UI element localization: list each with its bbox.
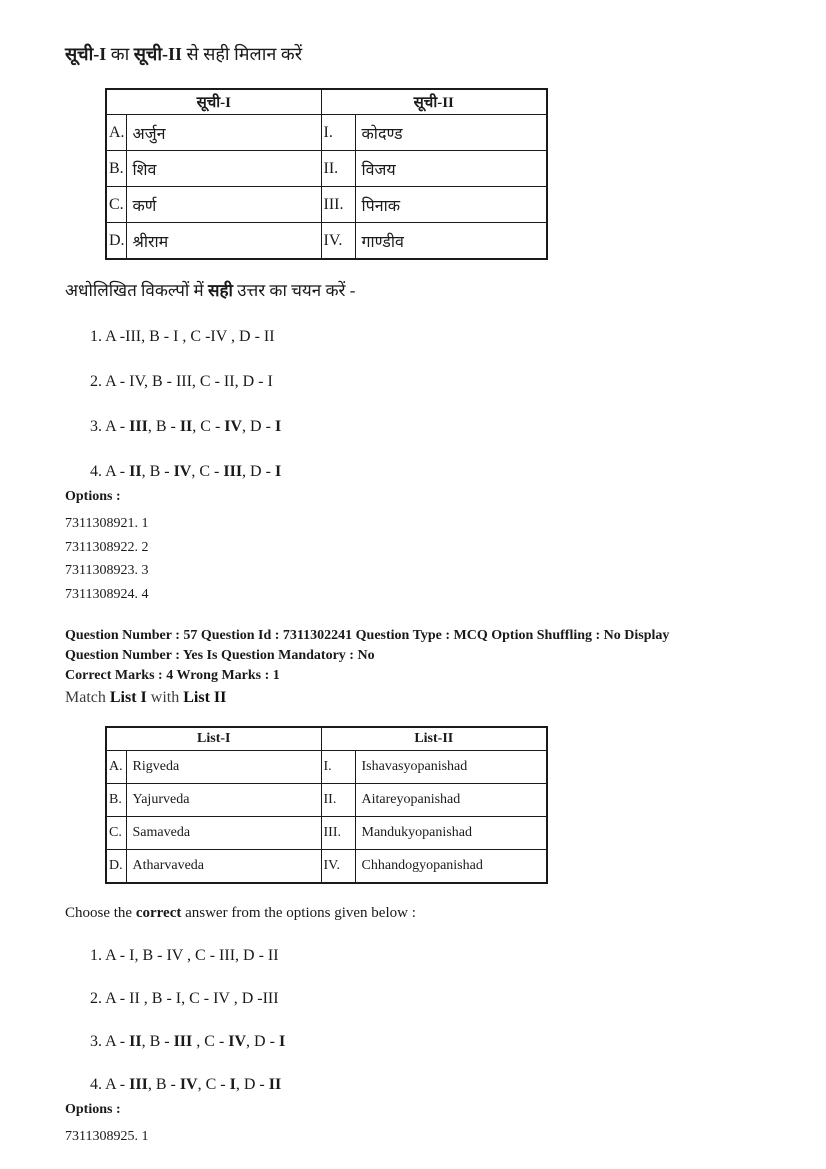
match-table-english [105,726,548,884]
choice-option-2: 2. A - II , B - I, C - IV , D -III [90,990,279,1007]
row-roman: I. [321,115,355,151]
table-header-row [106,727,547,751]
choice-list [65,327,766,482]
list2-header: List-II [321,727,547,751]
question-meta-line: Question Number : Yes Is Question Mandatory : No [65,648,375,663]
table-row [106,751,547,784]
row-roman: IV. [321,850,355,884]
option-id: 7311308925. 1 [65,1129,149,1144]
row-item: Chhandogyopanishad [355,850,547,884]
row-item: पिनाक [355,187,547,223]
row-item: Mandukyopanishad [355,817,547,850]
choice-option-2: 2. A - IV, B - III, C - II, D - I [90,373,273,390]
row-item: अर्जुन [126,115,321,151]
table-header-row [106,89,547,115]
option-id: 7311308923. 3 [65,563,149,578]
choice-option-3: 3. A - II, B - III , C - IV, D - I [90,1033,286,1050]
option-id-list [65,512,766,606]
row-roman: III. [321,817,355,850]
row-item: Rigveda [126,751,321,784]
question-marks-line: Correct Marks : 4 Wrong Marks : 1 [65,668,280,683]
row-letter: A. [106,115,126,151]
row-letter: D. [106,850,126,884]
match-table-hindi [105,88,548,260]
row-item: Aitareyopanishad [355,784,547,817]
options-label: Options : [65,1102,121,1117]
row-roman: IV. [321,223,355,260]
question-heading-hindi: सूची-I का सूची-II से सही मिलान करें [65,44,303,64]
row-letter: B. [106,784,126,817]
table-row [106,223,547,260]
row-roman: II. [321,151,355,187]
option-id: 7311308922. 2 [65,539,149,555]
table-row [106,151,547,187]
row-item: Yajurveda [126,784,321,817]
row-item: कोदण्ड [355,115,547,151]
table-row [106,784,547,817]
row-item: Atharvaveda [126,850,321,884]
choose-instruction-english: Choose the correct answer from the options given below : [65,905,416,921]
row-roman: III. [321,187,355,223]
option-id: 7311308924. 4 [65,586,149,602]
table-row [106,187,547,223]
row-letter: A. [106,751,126,784]
choose-instruction-hindi: अधोलिखित विकल्पों में सही उत्तर का चयन करें - [65,281,356,300]
table-row [106,850,547,884]
question-block-hindi [65,43,766,606]
question-meta [65,626,766,686]
row-item: शिव [126,151,321,187]
table-row [106,115,547,151]
table-row [106,817,547,850]
row-item: गाण्डीव [355,223,547,260]
choice-option-3: 3. A - III, B - II, C - IV, D - I [90,418,282,435]
row-item: श्रीराम [126,223,321,260]
row-roman: I. [321,751,355,784]
choice-list [65,946,766,1095]
question-meta-line: Question Number : 57 Question Id : 7311302241 Question Type : MCQ Option Shuffling : No Display [65,628,670,643]
option-id-list [65,1125,766,1149]
row-letter: C. [106,187,126,223]
row-item: Samaveda [126,817,321,850]
row-letter: B. [106,151,126,187]
row-item: विजय [355,151,547,187]
row-letter: C. [106,817,126,850]
row-letter: D. [106,223,126,260]
question-heading-english: Match List I with List II [65,689,227,706]
question-block-57 [65,626,766,1149]
list1-header: List-I [106,727,321,751]
choice-option-1: 1. A -III, B - I , C -IV , D - II [90,328,275,345]
options-label: Options : [65,489,121,504]
list1-header: सूची-I [106,89,321,115]
row-roman: II. [321,784,355,817]
choice-option-4: 4. A - III, B - IV, C - I, D - II [90,1076,282,1093]
option-id: 7311308921. 1 [65,516,149,531]
list2-header: सूची-II [321,89,547,115]
choice-option-1: 1. A - I, B - IV , C - III, D - II [90,947,279,964]
choice-option-4: 4. A - II, B - IV, C - III, D - I [90,463,282,480]
row-item: Ishavasyopanishad [355,751,547,784]
row-item: कर्ण [126,187,321,223]
